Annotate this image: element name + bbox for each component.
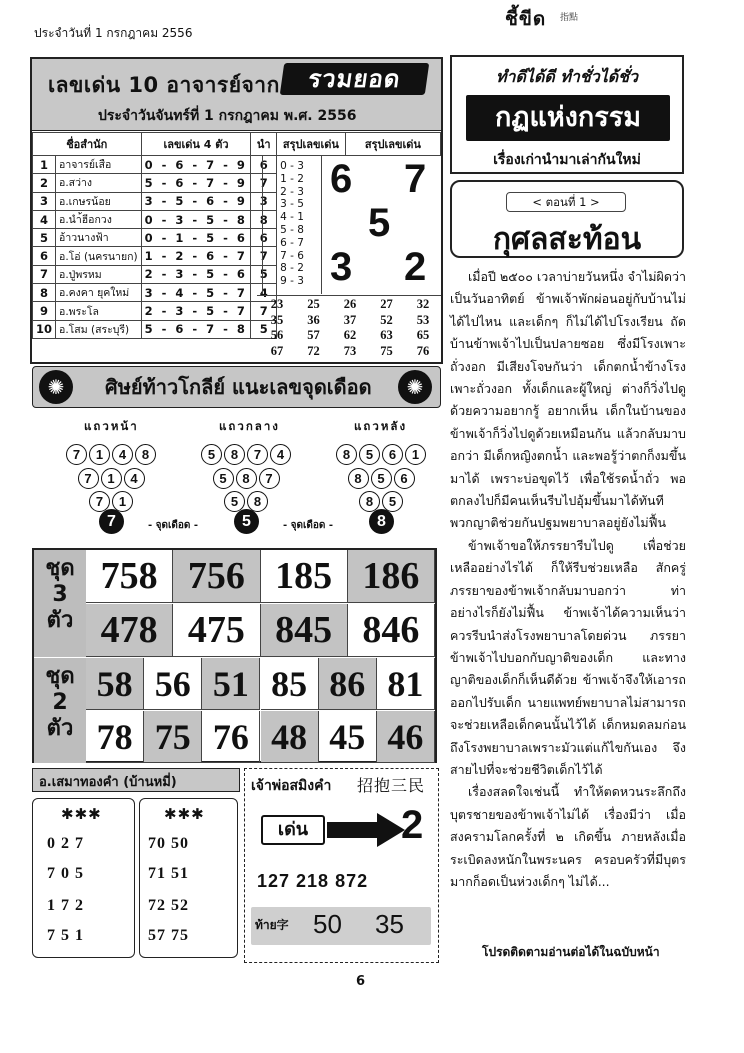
row-name: อ.โอ่ (นครนายก) <box>56 247 142 265</box>
summary-number-grid <box>257 295 441 362</box>
story-paragraph: เรื่องสลดใจเช่นนี้ ทำให้ตดหวนระลึกถึงบุตรชายของข้าพเจ้าไม่ได้ เรื่องมีว่า เมื่อสงครามโลกครั้งที่ ๒ เกิดขึ้น ภายหลังเมื่อระเบิดลงหนักในพระนคร ครอบครัวที่มีบุตรมากก็อดเป็นห่วงเด็กๆ ไม่ได้... <box>450 784 686 889</box>
row-lead: 6 <box>251 229 277 247</box>
row-prediction: 0 - 3 - 5 - 8 <box>141 210 251 228</box>
summary-pair: 8 - 2 <box>280 262 304 275</box>
set-side-text: ชุด <box>45 664 75 689</box>
number-ball: 8 <box>135 444 156 465</box>
stars-icon: ✱✱✱ <box>61 805 102 823</box>
row-name: อ.เกษรน้อย <box>56 192 142 210</box>
samathong-right-box <box>139 798 238 958</box>
number-ball: 7 <box>247 444 268 465</box>
brand-logo: รวมยอด <box>280 63 429 95</box>
summary-number: 23 <box>270 297 284 311</box>
number-ball: 8 <box>236 468 257 489</box>
row-number: 6 <box>33 247 56 265</box>
set-side-label <box>34 658 86 763</box>
set-three-number: 186 <box>348 550 435 603</box>
number-ball: 7 <box>78 468 99 489</box>
row-prediction: 2 - 3 - 5 - 7 <box>141 302 251 320</box>
tai-number: 35 <box>375 909 404 939</box>
story-text <box>450 266 686 893</box>
number-ball: 7 <box>89 491 110 512</box>
summary-number: 76 <box>416 343 430 358</box>
set-two-number: 58 <box>86 658 144 710</box>
number-ball: 5 <box>371 468 392 489</box>
summary-pair: 4 - 1 <box>280 211 304 224</box>
samathong-row: 57 75 <box>148 927 189 944</box>
row-lead: 5 <box>251 265 277 283</box>
samathong-left-box <box>32 798 135 958</box>
number-ball: 8 <box>336 444 357 465</box>
masthead-logo-chinese: 指點 <box>560 13 579 23</box>
col-header-summary2: สรุปเลขเด่น <box>345 133 440 156</box>
set-two-number: 46 <box>377 711 435 763</box>
number-ball: 5 <box>224 491 245 512</box>
summary-number: 25 <box>307 297 320 311</box>
karma-slogan: ทำดีได้ดี ทำชั่วได้ชั่ว <box>496 67 638 86</box>
row-name: อ.สว่าง <box>56 174 142 192</box>
col-header-pred: เลขเด่น 4 ตัว <box>141 133 251 156</box>
triangle-label: แถวหน้า <box>84 419 139 433</box>
summary-number: 62 <box>343 328 357 342</box>
samathong-row: 7 5 1 <box>47 927 84 944</box>
set-two-number: 75 <box>144 711 202 763</box>
row-lead: 3 <box>251 192 277 210</box>
summary-digit: 2 <box>404 245 427 289</box>
number-ball: 4 <box>124 468 145 489</box>
hot-banner-title: ศิษย์ท้าวโกลีย์ แนะเลขจุดเดือด <box>105 375 372 399</box>
summary-number: 35 <box>270 312 284 327</box>
summary-number: 65 <box>416 328 430 342</box>
tai-label: ท้าย字 <box>255 918 289 932</box>
set-side-text: 3 <box>52 582 68 607</box>
row-lead: 4 <box>251 284 277 302</box>
hot-number-ball: 5 <box>234 509 259 534</box>
set-two-number: 76 <box>202 711 260 763</box>
row-name: อ.พระโล <box>56 302 142 320</box>
col-header-name: ชื่อสำนัก <box>33 133 142 156</box>
starburst-icon: ✺ <box>39 370 73 404</box>
row-prediction: 2 - 3 - 5 - 6 <box>141 265 251 283</box>
set-side-text: ตัว <box>46 608 74 633</box>
lottery-table-panel <box>30 57 443 364</box>
set-two-number: 78 <box>86 711 144 763</box>
row-number: 10 <box>33 320 56 338</box>
summary-big-digits <box>321 155 441 294</box>
stars-icon: ✱✱✱ <box>164 805 205 823</box>
number-ball: 6 <box>382 444 403 465</box>
col-header-lead: นำ <box>251 133 277 156</box>
number-ball: 5 <box>213 468 234 489</box>
number-ball: 1 <box>112 491 133 512</box>
number-ball: 7 <box>66 444 87 465</box>
triangle-section <box>32 412 441 542</box>
summary-number: 36 <box>307 312 320 327</box>
summary-number: 52 <box>380 312 393 327</box>
samathong-row: 7 0 5 <box>47 865 84 882</box>
row-number: 2 <box>33 174 56 192</box>
samingkham-digit: 2 <box>401 803 424 847</box>
set-two-number: 81 <box>377 658 435 710</box>
row-number: 9 <box>33 302 56 320</box>
samathong-row: 70 50 <box>148 835 189 852</box>
set-three-number: 478 <box>86 604 173 657</box>
samingkham-panel <box>244 768 439 963</box>
set-three-number: 475 <box>173 604 260 657</box>
arrow-right-icon <box>327 813 407 847</box>
row-prediction: 3 - 5 - 6 - 9 <box>141 192 251 210</box>
set-three-number: 845 <box>261 604 348 657</box>
summary-number: 75 <box>380 343 393 358</box>
karma-title-box <box>450 55 684 174</box>
set-two-number: 51 <box>202 658 260 710</box>
samingkham-title: เจ้าพ่อสมิงคำ <box>251 778 332 794</box>
tai-number: 50 <box>313 909 342 939</box>
summary-pair: 1 - 2 <box>280 172 304 185</box>
number-ball: 5 <box>382 491 403 512</box>
lottery-table-subtitle: ประจำวันจันทร์ที่ 1 กรกฎาคม พ.ศ. 2556 <box>98 108 357 124</box>
triangle-label: แถวกลาง <box>219 419 280 433</box>
row-lead: 7 <box>251 174 277 192</box>
row-number: 5 <box>33 229 56 247</box>
page-number: 6 <box>356 974 366 989</box>
triangle-label: แถวหลัง <box>354 419 408 433</box>
row-name: อ.นำ้ฮีอกวง <box>56 210 142 228</box>
row-number: 3 <box>33 192 56 210</box>
number-ball: 8 <box>359 491 380 512</box>
samathong-title: อ.เสมาทองคำ (บ้านหมี่) <box>32 768 240 792</box>
set-two-number: 86 <box>319 658 377 710</box>
number-ball: 8 <box>348 468 369 489</box>
summary-number: 67 <box>270 343 284 358</box>
set-two-number: 48 <box>261 711 319 763</box>
number-ball: 8 <box>224 444 245 465</box>
row-name: อ.โสม (สระบุรี) <box>56 320 142 338</box>
set-three-number: 758 <box>86 550 173 603</box>
set-three-number: 756 <box>173 550 260 603</box>
summary-number: 27 <box>380 297 393 311</box>
samathong-row: 1 7 2 <box>47 897 84 914</box>
summary-number: 72 <box>307 343 320 358</box>
set-side-text: ชุด <box>45 556 75 581</box>
number-ball: 1 <box>405 444 426 465</box>
summary-digit: 5 <box>368 201 391 245</box>
summary-number: 26 <box>343 297 357 311</box>
hot-number-banner <box>32 366 441 408</box>
row-prediction: 5 - 6 - 7 - 9 <box>141 174 251 192</box>
summary-number: 37 <box>343 312 357 327</box>
table-header-row <box>33 133 441 156</box>
number-sets-grid <box>32 548 437 763</box>
row-prediction: 1 - 2 - 6 - 7 <box>141 247 251 265</box>
hot-number-ball: 8 <box>369 509 394 534</box>
set-side-label <box>34 550 86 657</box>
set-side-text: ตัว <box>46 716 74 741</box>
samathong-row: 0 2 7 <box>47 835 84 852</box>
row-number: 4 <box>33 210 56 228</box>
episode-title: กุศลสะท้อน <box>492 222 642 257</box>
set-three-number: 846 <box>348 604 435 657</box>
lottery-table-header <box>32 59 441 131</box>
starburst-icon: ✺ <box>398 370 432 404</box>
set-side-text: 2 <box>52 690 68 715</box>
row-number: 8 <box>33 284 56 302</box>
number-ball: 8 <box>247 491 268 512</box>
number-ball: 4 <box>270 444 291 465</box>
row-lead: 6 <box>251 156 277 174</box>
row-prediction: 3 - 4 - 5 - 7 <box>141 284 251 302</box>
samingkham-numbers: 127 218 872 <box>257 871 369 891</box>
row-lead: 7 <box>251 302 277 320</box>
row-lead: 7 <box>251 247 277 265</box>
episode-number: < ตอนที่ 1 > <box>506 192 626 212</box>
row-lead: 8 <box>251 210 277 228</box>
continue-note: โปรดติดตามอ่านต่อได้ในฉบับหน้า <box>482 945 660 959</box>
hot-number-ball: 7 <box>99 509 124 534</box>
summary-pair: 7 - 6 <box>280 249 304 262</box>
number-ball: 7 <box>259 468 280 489</box>
summary-pairs <box>262 155 321 294</box>
row-prediction: 0 - 1 - 5 - 6 <box>141 229 251 247</box>
summary-number: 53 <box>416 312 430 327</box>
masthead-logo: ชี้ขีด <box>505 8 547 30</box>
row-name: อ.ปู่พรหม <box>56 265 142 283</box>
row-number: 1 <box>33 156 56 174</box>
row-name: อาจารย์เสือ <box>56 156 142 174</box>
set-two-number: 85 <box>261 658 319 710</box>
ken-label: เด่น <box>261 815 325 845</box>
row-prediction: 5 - 6 - 7 - 8 <box>141 320 251 338</box>
hot-label: - จุดเดือด - <box>148 520 199 531</box>
samathong-row: 71 51 <box>148 865 189 882</box>
summary-number: 56 <box>270 328 284 342</box>
col-header-summary: สรุปเลขเด่น <box>276 133 345 156</box>
row-number: 7 <box>33 265 56 283</box>
set-two-number: 45 <box>319 711 377 763</box>
summary-number: 63 <box>380 328 393 342</box>
number-ball: 5 <box>201 444 222 465</box>
number-ball: 1 <box>101 468 122 489</box>
summary-pair: 5 - 8 <box>280 223 304 236</box>
episode-box <box>450 180 684 258</box>
story-paragraph: เมื่อปี ๒๕๐๐ เวลาบ่ายวันหนึ่ง จำไม่ผิดว่าเป็นวันอาทิตย์ ข้าพเจ้าพักผ่อนอยู่กับบ้านไม่ได้ไปไหน และเด็กๆ ก็ไม่ได้ไปโรงเรียน ถัดบ้านข้าพเจ้าไปเป็นปลายซอย ซึ่งมีโรงเพาะถั่วงอก มีเสียงโจษกันว่า เด็กตกน้ำข้างโรงเพาะถั่วงอก ทั้งเด็กและผู้ใหญ่ ต่างก็วิ่งไปดูด้วยความอยากรู้ อยากเห็น เด็กในบ้านของข้าพเจ้าก็วิ่งไปดูด้วยเหมือนกัน แล้วกลับมาบอกว่า มีเด็กหญิงตกน้ำ และพอรู้ว่าตกก็งมขึ้นมาได้ เพราะบ่อขุดไว้ เพื่อใช้รดน้ำถั่ว พอตกลงไปก็มีคนเห็นรีบไปอุ้มขึ้นมาได้ทันที พวกญาติช่วยกันปฐมพยาบาลอยู่ยังไม่ฟื้น <box>450 269 686 531</box>
tai-box <box>251 907 431 945</box>
issue-date: ประจำวันที่ 1 กรกฎาคม 2556 <box>34 26 193 40</box>
karma-title: กฏแห่งกรรม <box>466 95 670 141</box>
summary-digit: 7 <box>404 157 427 201</box>
samingkham-chinese: 招抱三民 <box>357 776 426 795</box>
summary-digit: 3 <box>330 245 353 289</box>
number-ball: 4 <box>112 444 133 465</box>
summary-digit: 6 <box>330 157 353 201</box>
set-three-number: 185 <box>261 550 348 603</box>
summary-pair: 9 - 3 <box>280 275 304 288</box>
number-ball: 5 <box>359 444 380 465</box>
samathong-row: 72 52 <box>148 897 189 914</box>
summary-pair: 3 - 5 <box>280 198 304 211</box>
number-ball: 6 <box>394 468 415 489</box>
row-prediction: 0 - 6 - 7 - 9 <box>141 156 251 174</box>
summary-pair: 2 - 3 <box>280 185 304 198</box>
row-name: อ้าวนางฟ้า <box>56 229 142 247</box>
summary-pair: 6 - 7 <box>280 236 304 249</box>
number-ball: 1 <box>89 444 110 465</box>
hot-label: - จุดเดือด - <box>283 520 334 531</box>
story-paragraph: ข้าพเจ้าขอให้ภรรยารีบไปดู เพื่อช่วยเหลืออย่างไรได้ ก็ให้รีบช่วยเหลือ สักครู่ภรรยาของข้าพเจ้ากลับมาบอกว่า ท่าอย่างไรก็ยังไม่ฟื้น ข้าพเจ้าได้ความเห็นว่า ควรรีบนำส่งโรงพยาบาลโดยด่วน ภรรยาข้าพเจ้าไปบอกกับญาติของเด็ก และทางญาติของเด็กก็เห็นดีด้วย ข้าพเจ้าจึงให้เอารถออกไปรับเด็ก นายแพทย์พยาบาลไม่สามารถจะช่วยเหลือเด็กคนนั้นไว้ได้ เด็กหมดลมก่อนถึงโรงพยาบาลเพราะมัวแต่แก้ไขกันเอง จึงสายไปที่จะช่วยชีวิตเด็กไว้ได้ <box>450 537 686 777</box>
summary-number: 32 <box>416 297 430 311</box>
karma-tagline: เรื่องเก่านำมาเล่ากันใหม่ <box>493 152 641 168</box>
set-two-number: 56 <box>144 658 202 710</box>
row-name: อ.คงคา ยุคใหม่ <box>56 284 142 302</box>
lottery-table-title: เลขเด่น 10 อาจารย์จาก <box>48 73 280 97</box>
summary-pair: 0 - 3 <box>280 160 304 172</box>
summary-number: 57 <box>307 328 320 342</box>
row-lead: 5 <box>251 320 277 338</box>
summary-number: 73 <box>343 343 357 358</box>
